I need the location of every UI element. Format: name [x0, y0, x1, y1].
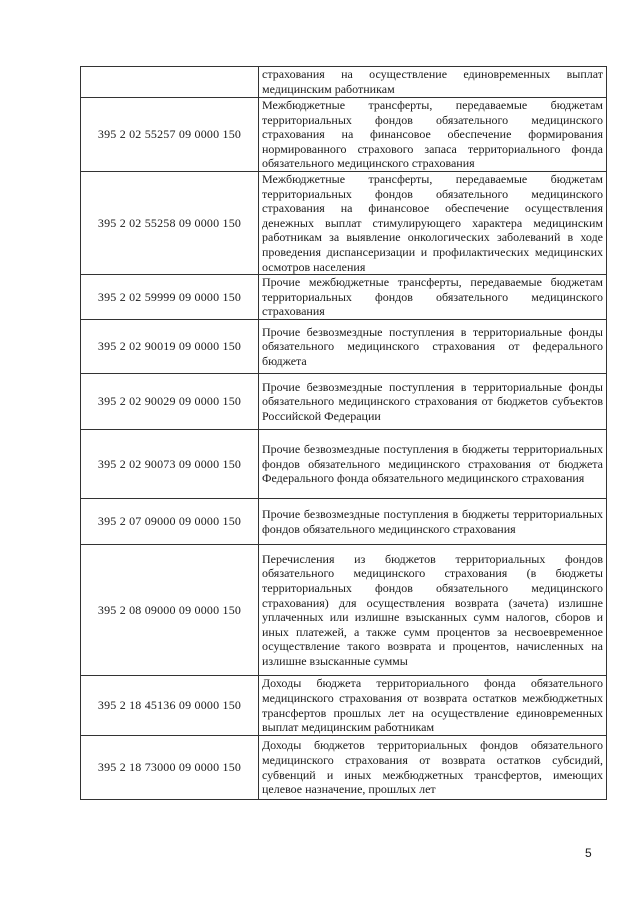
description-cell: Межбюджетные трансферты, передаваемые бюджетам территориальных фондов обязательного медицинского страхования на финансовое обеспечение осуществления денежных выплат стимулирующего характера медицинским работникам за выявление онкологических заболеваний в ходе проведения диспансеризации и профилактических медицинских осмотров населения [259, 171, 607, 274]
budget-codes-table [80, 66, 607, 800]
budget-code-cell: 395 2 18 45136 09 0000 150 [81, 676, 259, 736]
table-row [81, 67, 607, 98]
table-row [81, 171, 607, 274]
table-row [81, 430, 607, 499]
budget-code-cell: 395 2 02 55257 09 0000 150 [81, 98, 259, 172]
description-cell: Межбюджетные трансферты, передаваемые бюджетам территориальных фондов обязательного медицинского страхования на финансовое обеспечение формирования нормированного страхового запаса территориального фонда обязательного медицинского страхования [259, 98, 607, 172]
table-row [81, 676, 607, 736]
table-row [81, 98, 607, 172]
description-cell: Прочие безвозмездные поступления в территориальные фонды обязательного медицинского страхования от бюджетов субъектов Российской Федерации [259, 374, 607, 430]
description-cell: Прочие безвозмездные поступления в территориальные фонды обязательного медицинского страхования от федерального бюджета [259, 320, 607, 374]
table-row [81, 320, 607, 374]
budget-code-cell: 395 2 08 09000 09 0000 150 [81, 545, 259, 676]
budget-code-cell: 395 2 18 73000 09 0000 150 [81, 736, 259, 800]
table-row [81, 275, 607, 320]
description-cell: Прочие безвозмездные поступления в бюджеты территориальных фондов обязательного медицинского страхования [259, 499, 607, 545]
page-number: 5 [585, 846, 592, 860]
budget-code-cell: 395 2 02 59999 09 0000 150 [81, 275, 259, 320]
budget-code-cell: 395 2 02 55258 09 0000 150 [81, 171, 259, 274]
budget-code-cell: 395 2 07 09000 09 0000 150 [81, 499, 259, 545]
description-cell: Доходы бюджетов территориальных фондов обязательного медицинского страхования от возврата остатков субсидий, субвенций и иных межбюджетных трансфертов, имеющих целевое назначение, прошлых лет [259, 736, 607, 800]
description-cell: Доходы бюджета территориального фонда обязательного медицинского страхования от возврата остатков межбюджетных трансфертов прошлых лет на осуществление единовременных выплат медицинским работникам [259, 676, 607, 736]
budget-code-cell: 395 2 02 90029 09 0000 150 [81, 374, 259, 430]
table-row [81, 545, 607, 676]
budget-code-cell [81, 67, 259, 98]
table-row [81, 374, 607, 430]
description-cell: Прочие безвозмездные поступления в бюджеты территориальных фондов обязательного медицинского страхования от бюджета Федерального фонда обязательного медицинского страхования [259, 430, 607, 499]
table-row [81, 499, 607, 545]
budget-code-cell: 395 2 02 90019 09 0000 150 [81, 320, 259, 374]
description-cell: страхования на осуществление единовременных выплат медицинским работникам [259, 67, 607, 98]
description-cell: Перечисления из бюджетов территориальных фондов обязательного медицинского страхования (в бюджеты территориальных фондов обязательного медицинского страхования) для осуществления возврата (зачета) излишне уплаченных или излишне взысканных сумм налогов, сборов и иных платежей, а также сумм процентов за несвоевременное осуществление такого возврата и процентов, начисленных на излишне взысканные суммы [259, 545, 607, 676]
table-row [81, 736, 607, 800]
budget-code-cell: 395 2 02 90073 09 0000 150 [81, 430, 259, 499]
description-cell: Прочие межбюджетные трансферты, передаваемые бюджетам территориальных фондов обязательного медицинского страхования [259, 275, 607, 320]
